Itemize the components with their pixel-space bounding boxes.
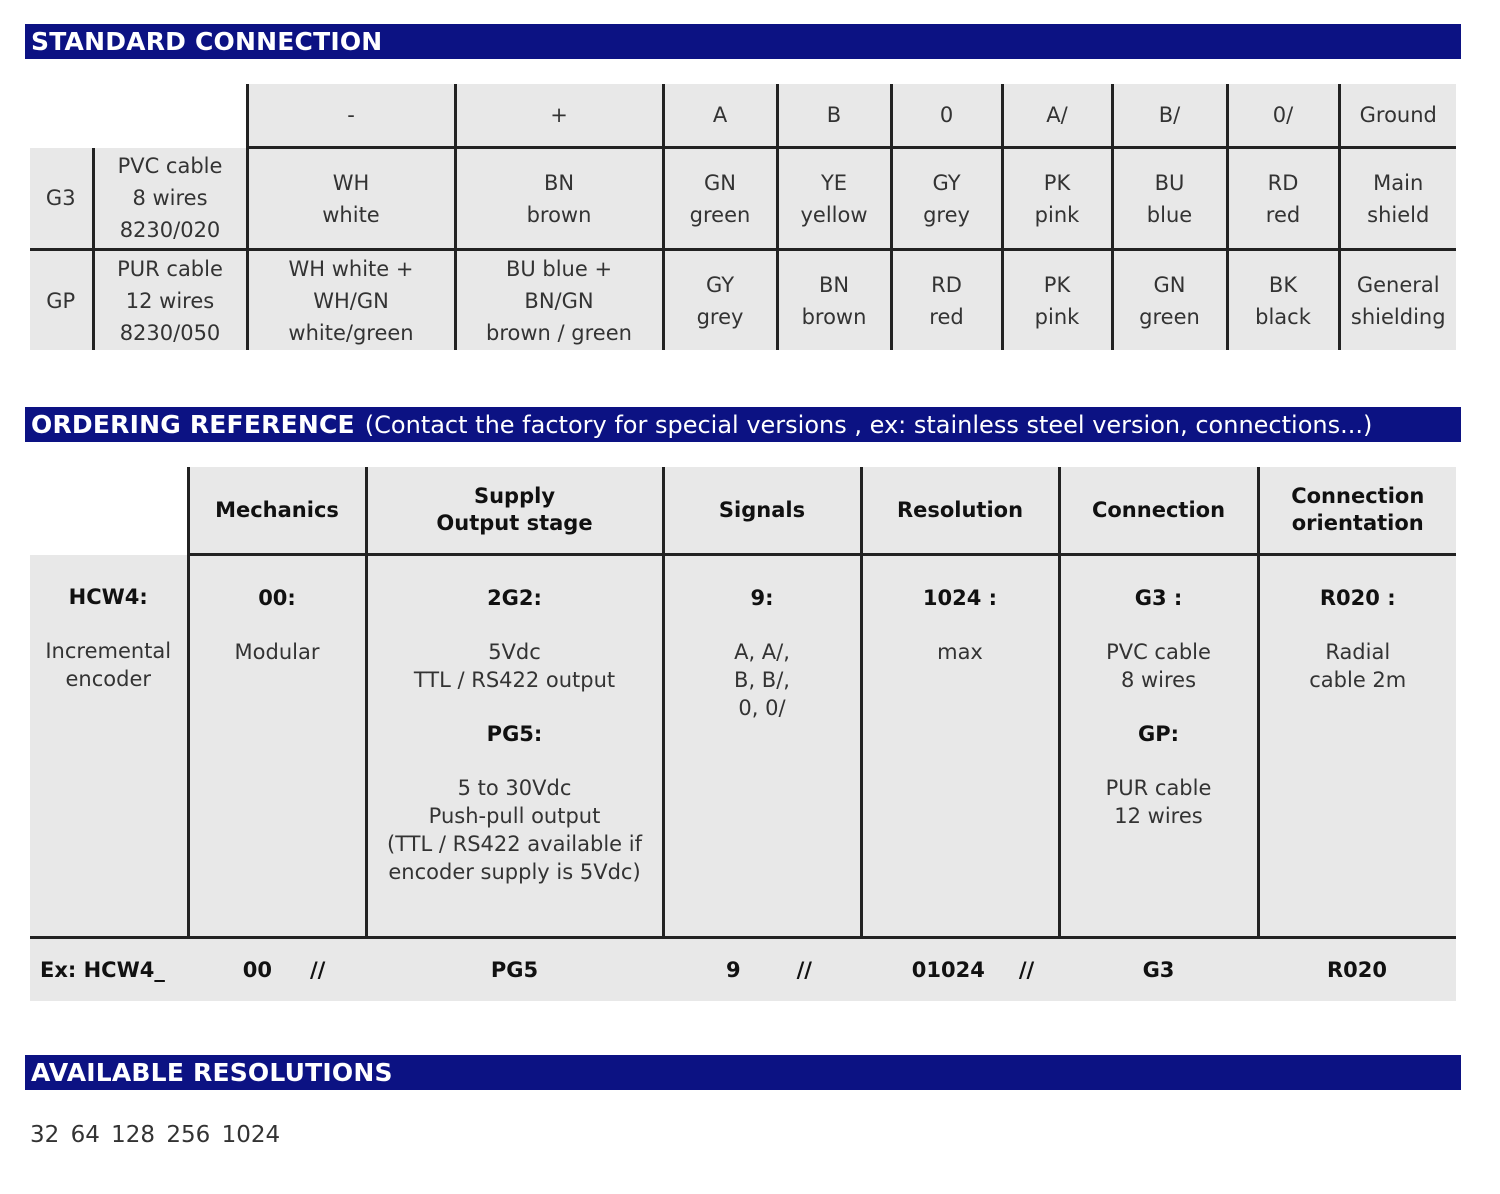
section-title: ORDERING REFERENCE xyxy=(31,410,355,439)
wire-cell: BN brown xyxy=(455,148,663,250)
example-label: Ex: HCW4_ xyxy=(30,938,188,1002)
wire-cell: PK pink xyxy=(1002,250,1112,351)
ordering-reference-header xyxy=(25,407,1461,442)
header-cell: B/ xyxy=(1112,84,1227,148)
section-title: STANDARD CONNECTION xyxy=(31,27,383,56)
cable-cell: PUR cable 12 wires 8230/050 xyxy=(93,250,247,351)
header-resolution: Resolution xyxy=(861,467,1059,555)
wire-cell: RD red xyxy=(1227,148,1339,250)
connection-cell: G3 : PVC cable 8 wires GP: PUR cable 12 wires xyxy=(1059,555,1258,938)
section-title: AVAILABLE RESOLUTIONS xyxy=(31,1058,393,1087)
wire-cell: Main shield xyxy=(1339,148,1456,250)
resolution-cell: 1024 : max xyxy=(861,555,1059,938)
table-row xyxy=(30,250,1456,351)
example-signals: 9 // xyxy=(663,938,861,1002)
row-code: GP xyxy=(30,250,93,351)
table-header-row xyxy=(30,467,1456,555)
wire-cell: BU blue xyxy=(1112,148,1227,250)
available-resolutions-header xyxy=(25,1055,1461,1090)
example-orientation: R020 xyxy=(1258,938,1456,1002)
section-note: (Contact the factory for special versions , ex: stainless steel version, connections...) xyxy=(364,410,1373,439)
standard-connection-header xyxy=(25,24,1461,59)
header-cell: 0/ xyxy=(1227,84,1339,148)
ordering-reference-table xyxy=(30,467,1456,1001)
standard-connection-table xyxy=(30,84,1456,350)
orientation-cell: R020 : Radial cable 2m xyxy=(1258,555,1456,938)
header-supply: Supply Output stage xyxy=(366,467,663,555)
table-header-row xyxy=(30,84,1456,148)
cable-cell: PVC cable 8 wires 8230/020 xyxy=(93,148,247,250)
header-cell: - xyxy=(247,84,455,148)
wire-cell: PK pink xyxy=(1002,148,1112,250)
wire-cell: WH white xyxy=(247,148,455,250)
header-cell: B xyxy=(777,84,891,148)
header-orientation: Connection orientation xyxy=(1258,467,1456,555)
wire-cell: GY grey xyxy=(891,148,1002,250)
header-connection: Connection xyxy=(1059,467,1258,555)
header-mechanics: Mechanics xyxy=(188,467,366,555)
table-row xyxy=(30,148,1456,250)
header-signals: Signals xyxy=(663,467,861,555)
wire-cell: WH white + WH/GN white/green xyxy=(247,250,455,351)
supply-cell: 2G2: 5Vdc TTL / RS422 output PG5: 5 to 30Vdc Push-pull output (TTL / RS422 available if encoder supply is 5Vdc) xyxy=(366,555,663,938)
wire-cell: BU blue + BN/GN brown / green xyxy=(455,250,663,351)
wire-cell: GN green xyxy=(1112,250,1227,351)
wire-cell: General shielding xyxy=(1339,250,1456,351)
example-connection: G3 xyxy=(1059,938,1258,1002)
example-row xyxy=(30,938,1456,1002)
mechanics-cell: 00: Modular xyxy=(188,555,366,938)
row-code: G3 xyxy=(30,148,93,250)
example-resolution: 01024 // xyxy=(861,938,1059,1002)
wire-cell: RD red xyxy=(891,250,1002,351)
wire-cell: BN brown xyxy=(777,250,891,351)
resolutions-list: 32 64 128 256 1024 xyxy=(30,1122,281,1148)
signals-cell: 9: A, A/, B, B/, 0, 0/ xyxy=(663,555,861,938)
wire-cell: BK black xyxy=(1227,250,1339,351)
example-supply: PG5 xyxy=(366,938,663,1002)
wire-cell: GY grey xyxy=(663,250,777,351)
table-row xyxy=(30,555,1456,938)
wire-cell: YE yellow xyxy=(777,148,891,250)
wire-cell: GN green xyxy=(663,148,777,250)
header-cell: + xyxy=(455,84,663,148)
header-cell: A/ xyxy=(1002,84,1112,148)
header-cell: Ground xyxy=(1339,84,1456,148)
model-cell: HCW4: Incremental encoder xyxy=(30,555,188,938)
header-cell: 0 xyxy=(891,84,1002,148)
header-cell: A xyxy=(663,84,777,148)
example-mechanics: 00 // xyxy=(188,938,366,1002)
